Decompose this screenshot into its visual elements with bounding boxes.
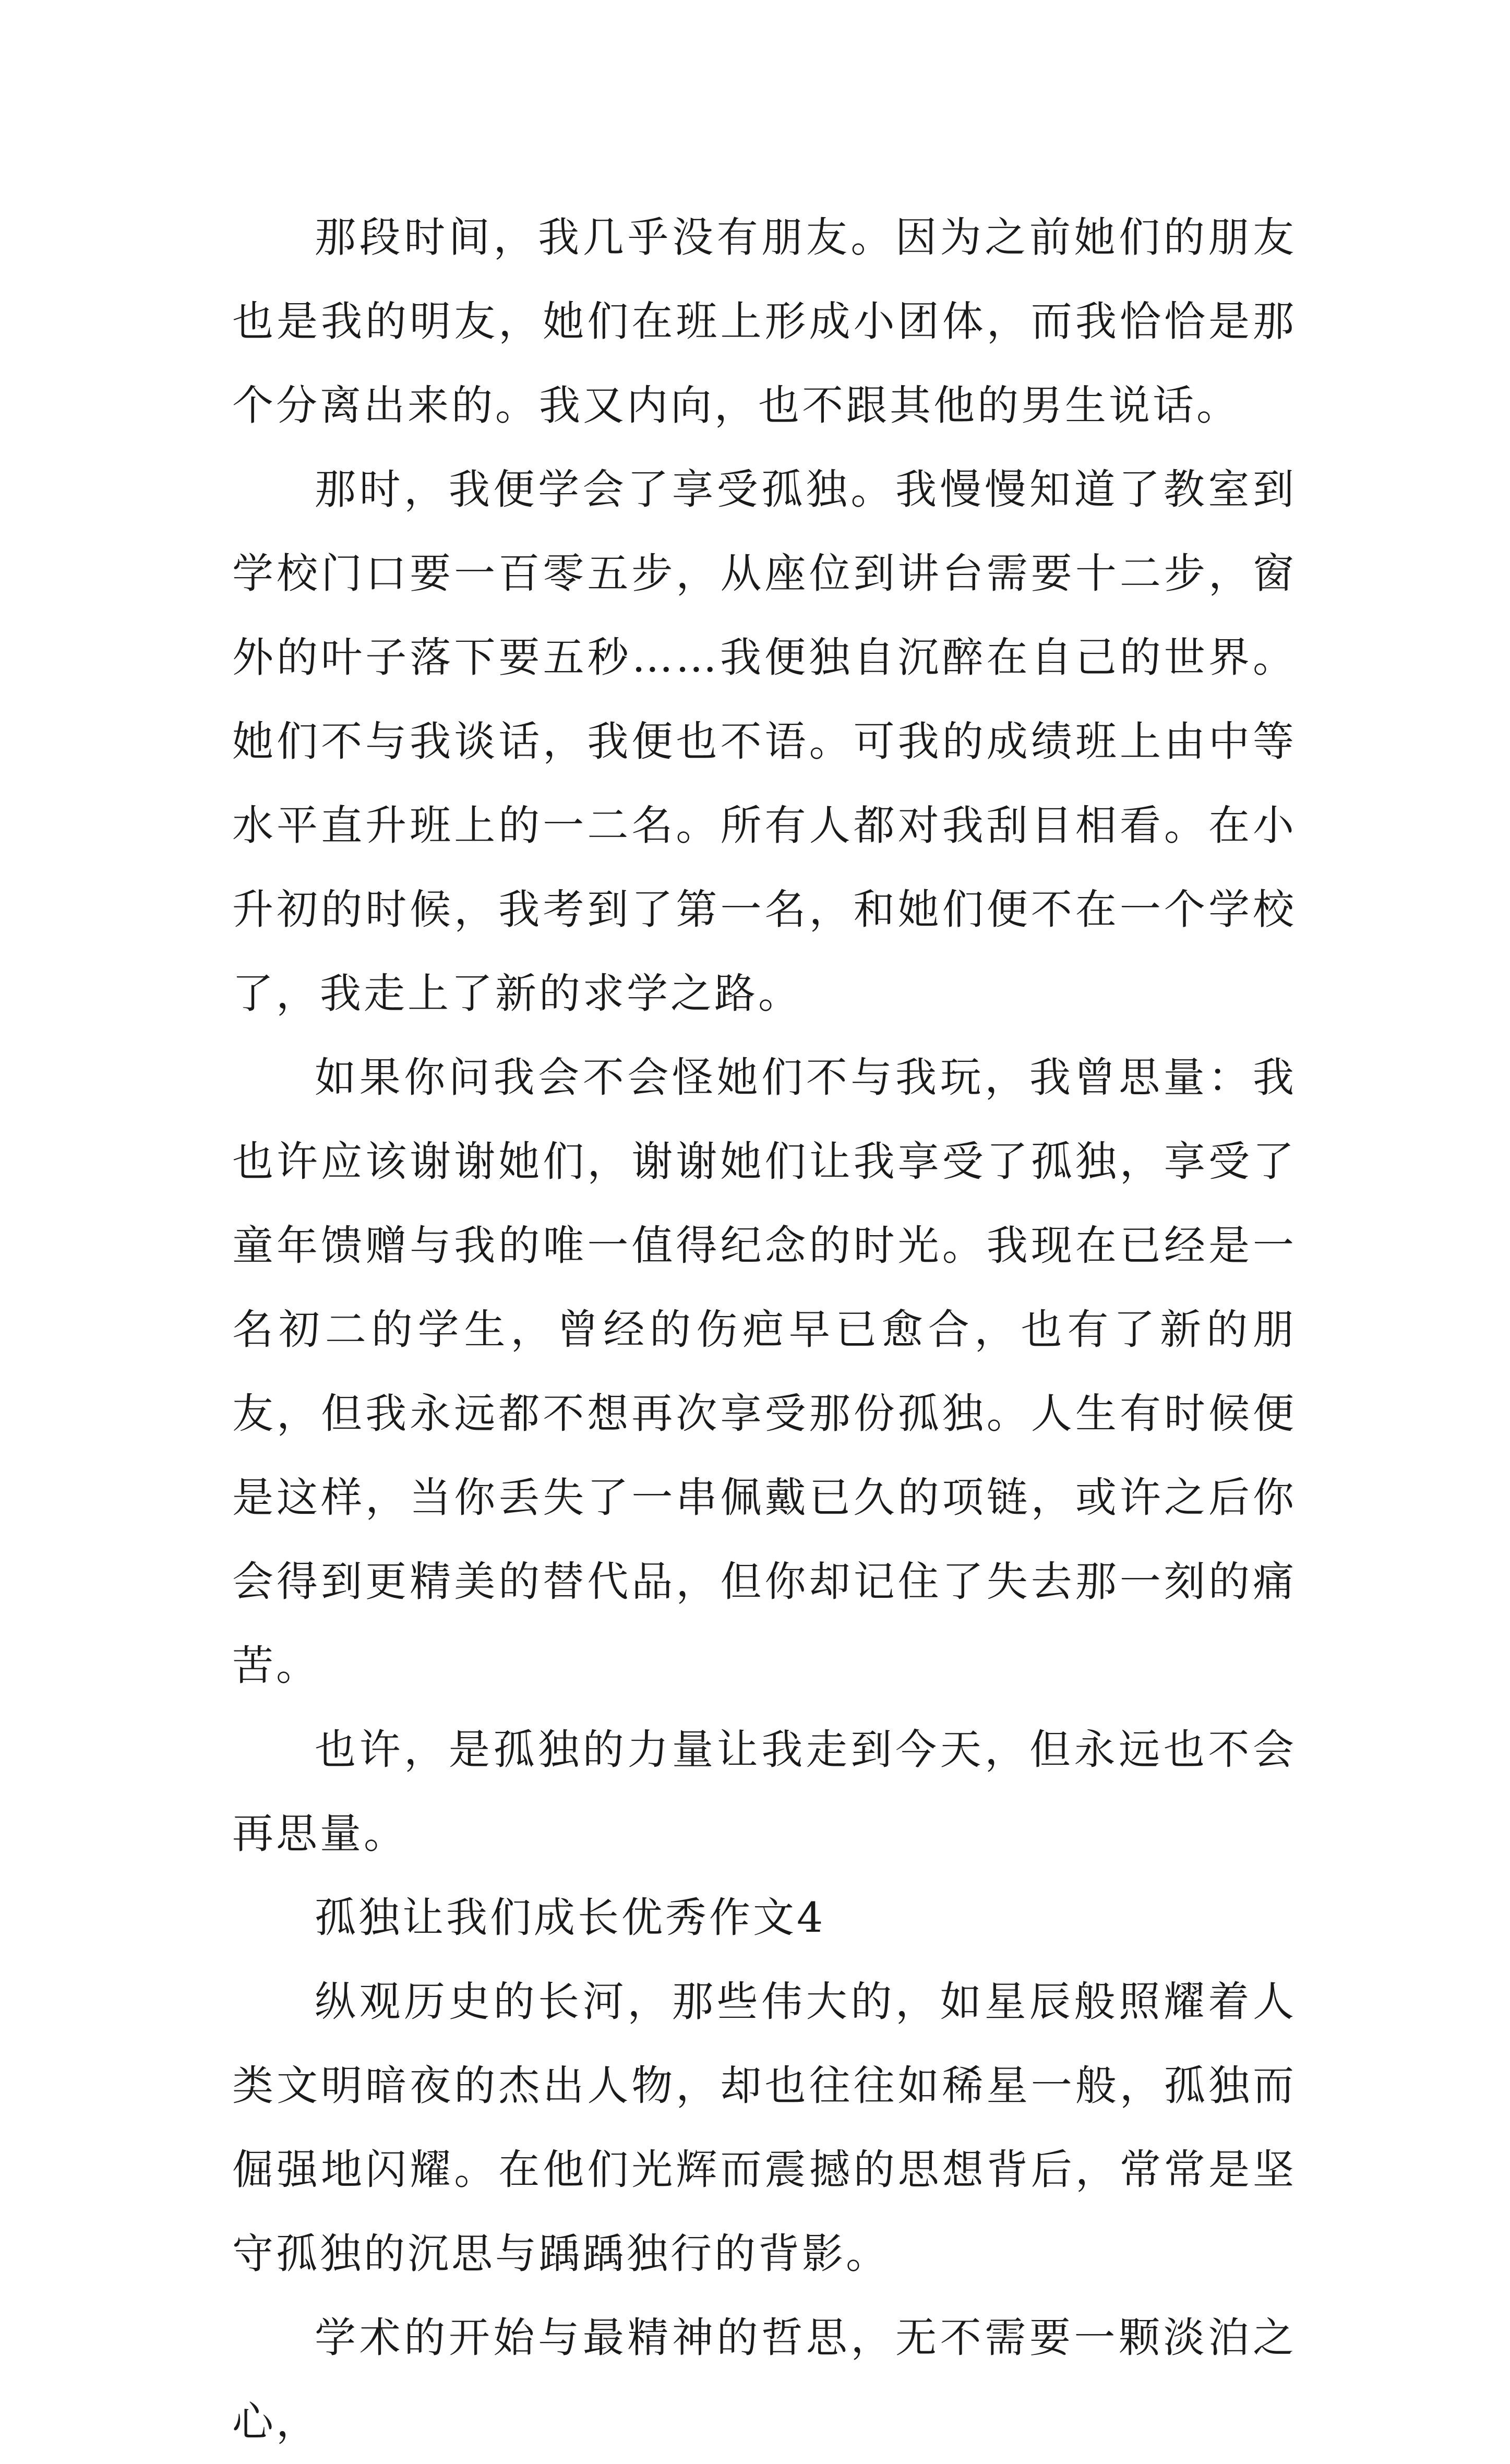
- paragraph-3: 如果你问我会不会怪她们不与我玩，我曾思量：我也许应该谢谢她们，谢谢她们让我享受了孤独，享受了童年馈赠与我的唯一值得纪念的时光。我现在已经是一名初二的学生，曾经的伤疤早已愈合，也有了新的朋友，但我永远都不想再次享受那份孤独。人生有时候便是这样，当你丢失了一串佩戴已久的项链，或许之后你会得到更精美的替代品，但你却记住了失去那一刻的痛苦。: [232, 1054, 1297, 1690]
- paragraph-6: 学术的开始与最精神的哲思，无不需要一颗淡泊之心，: [232, 2314, 1297, 2446]
- paragraph-2: 那时，我便学会了享受孤独。我慢慢知道了教室到学校门口要一百零五步，从座位到讲台需要十二步，窗外的叶子落下要五秒……我便独自沉醉在自己的世界。她们不与我谈话，我便也不语。可我的成绩班上由中等水平直升班上的一二名。所有人都对我刮目相看。在小升初的时候，我考到了第一名，和她们便不在一个学校了，我走上了新的求学之路。: [232, 465, 1297, 1018]
- section-heading: 孤独让我们成长优秀作文4: [315, 1894, 826, 1942]
- article-body: [232, 196, 1297, 2464]
- paragraph-1: 那段时间，我几乎没有朋友。因为之前她们的朋友也是我的明友，她们在班上形成小团体，而我恰恰是那个分离出来的。我又内向，也不跟其他的男生说话。: [232, 213, 1297, 429]
- paragraph-4: 也许，是孤独的力量让我走到今天，但永远也不会再思量。: [232, 1726, 1297, 1858]
- paragraph-5: 纵观历史的长河，那些伟大的，如星辰般照耀着人类文明暗夜的杰出人物，却也往往如稀星一般，孤独而倔强地闪耀。在他们光辉而震撼的思想背后，常常是坚守孤独的沉思与踽踽独行的背影。: [232, 1978, 1297, 2278]
